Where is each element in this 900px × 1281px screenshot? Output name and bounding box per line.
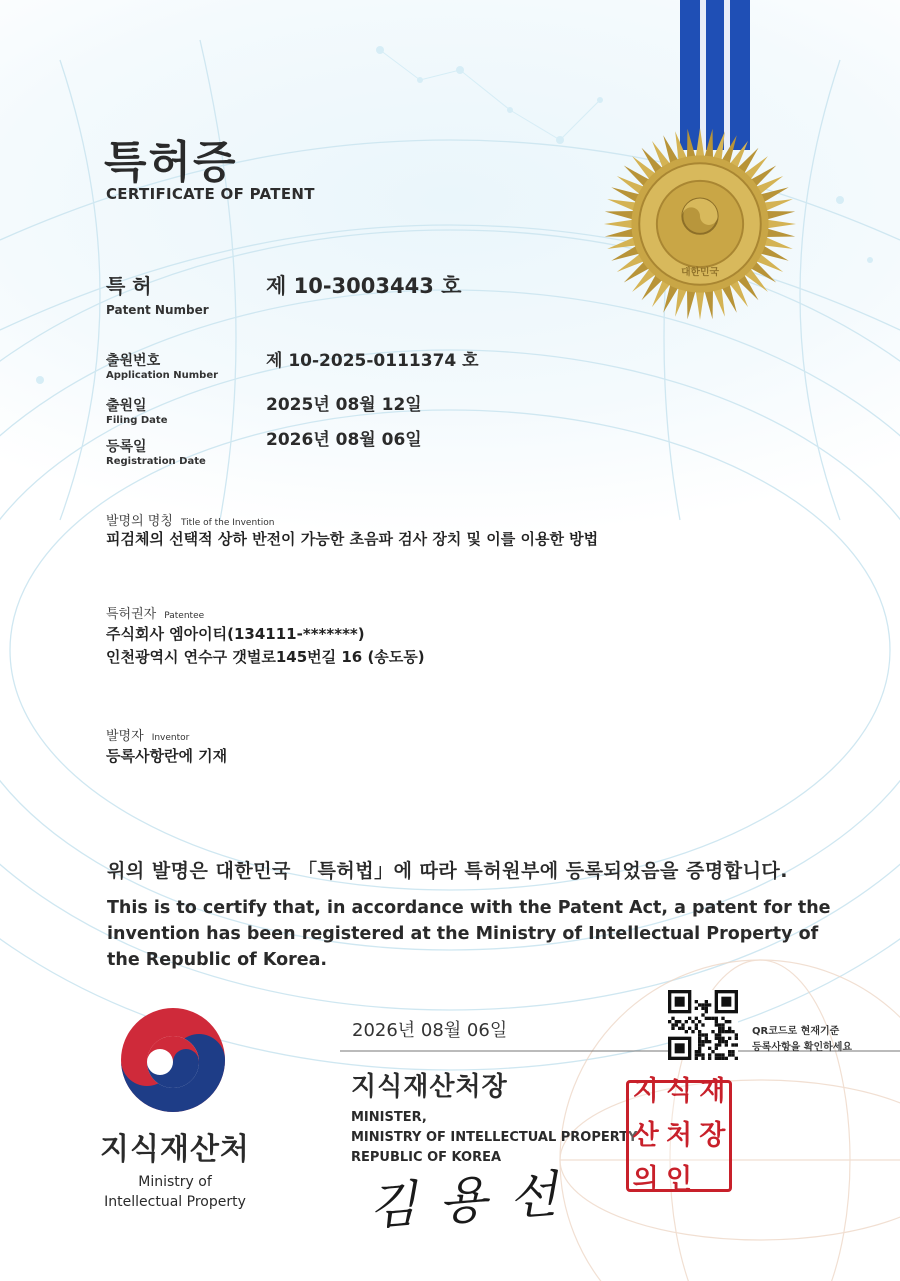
patentee-label-ko: 특허권자: [106, 607, 157, 622]
seal-character: 지: [632, 1076, 659, 1107]
invention-title-value: 피검체의 선택적 상하 반전이 가능한 초음파 검사 장치 및 이를 이용한 방법: [106, 530, 599, 548]
seal-character: 식: [665, 1076, 693, 1107]
invention-title-label-ko: 발명의 명칭: [106, 514, 173, 529]
registration-date-label-ko: 등록일: [106, 439, 147, 455]
patent-number-label: [106, 270, 209, 317]
minister-title-ko: 지식재산처장: [351, 1072, 508, 1102]
medal-inscription: 대한민국: [681, 266, 719, 278]
seal-character: 재: [699, 1076, 726, 1107]
patentee-label: [106, 603, 204, 622]
qr-instruction: [752, 1024, 852, 1056]
patent-number-label-en: Patent Number: [106, 303, 209, 317]
qr-code[interactable]: [668, 990, 738, 1060]
patentee-name: 주식회사 엠아이티(134111-*******): [106, 625, 365, 643]
organization-name-en-line2: Intellectual Property: [104, 1194, 246, 1210]
patent-number-label-ko: 특 허: [106, 274, 152, 298]
page-subtitle: CERTIFICATE OF PATENT: [106, 185, 315, 203]
certification-statement-ko: 위의 발명은 대한민국 「특허법」에 따라 특허원부에 등록되었음을 증명합니다.: [107, 860, 788, 882]
organization-name-en: [95, 1172, 255, 1212]
filing-date-label-ko: 출원일: [106, 398, 147, 414]
certification-statement-en: This is to certify that, in accordance with the Patent Act, a patent for the invention has been registered at the Ministry of Intellectual Property of the Republic of Korea.: [107, 898, 831, 970]
seal-character: 산: [632, 1120, 659, 1151]
seal-character: 장: [699, 1120, 726, 1151]
issue-date: 2026년 08월 06일: [352, 1020, 508, 1041]
official-red-seal: [626, 1076, 732, 1195]
seal-character: 인: [665, 1164, 693, 1195]
seal-character: 처: [665, 1120, 693, 1151]
ministry-logo: [118, 1005, 228, 1115]
minister-title-en-line1: MINISTER,: [351, 1110, 427, 1125]
inventor-value: 등록사항란에 기재: [106, 747, 228, 765]
filing-date-value: 2025년 08월 12일: [266, 395, 422, 415]
qr-instruction-line2: 등록사항을 확인하세요: [752, 1042, 853, 1053]
filing-date-label: [106, 395, 167, 426]
handwritten-signature: 김용선: [366, 1163, 581, 1237]
organization-name-en-line1: Ministry of: [138, 1174, 212, 1190]
invention-title-label-en: Title of the Invention: [180, 518, 275, 528]
filing-date-label-en: Filing Date: [106, 415, 168, 426]
gold-medal-seal: [602, 126, 798, 322]
registration-date-label-en: Registration Date: [106, 456, 206, 467]
organization-name-ko: 지식재산처: [100, 1132, 250, 1167]
registration-date-value: 2026년 08월 06일: [266, 430, 422, 450]
application-number-label: [106, 350, 218, 381]
minister-title-en-line3: REPUBLIC OF KOREA: [351, 1150, 502, 1165]
qr-instruction-line1: QR코드로 현재기준: [752, 1026, 840, 1037]
patentee-address: 인천광역시 연수구 갯벌로145번길 16 (송도동): [106, 648, 425, 666]
patent-number-text: 제 10-3003443 호: [266, 274, 462, 298]
registration-date-label: [106, 436, 206, 467]
inventor-label-ko: 발명자: [106, 729, 144, 744]
page-title: 특허증: [104, 137, 238, 188]
seal-character: 의: [632, 1164, 659, 1195]
patent-number-value: [266, 270, 461, 300]
application-number-label-ko: 출원번호: [106, 353, 161, 369]
inventor-label: [106, 725, 189, 744]
application-number-label-en: Application Number: [106, 370, 219, 381]
inventor-label-en: Inventor: [151, 733, 190, 743]
invention-title-label: [106, 510, 274, 529]
minister-title-en-line2: MINISTRY OF INTELLECTUAL PROPERTY: [351, 1130, 638, 1145]
application-number-value: 제 10-2025-0111374 호: [266, 351, 479, 371]
patentee-label-en: Patentee: [164, 611, 205, 621]
